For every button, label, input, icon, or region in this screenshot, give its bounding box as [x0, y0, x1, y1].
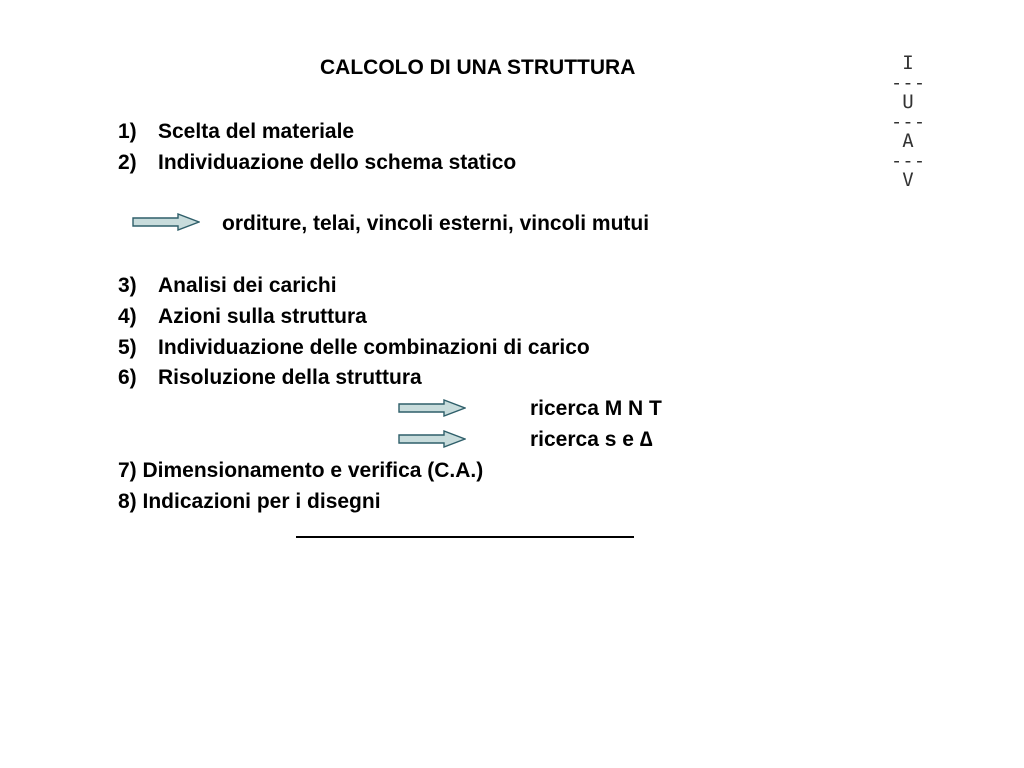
step-1-text: Scelta del materiale	[158, 120, 355, 143]
slide-title: CALCOLO DI UNA STRUTTURA	[320, 56, 636, 79]
step-4-text: Azioni sulla struttura	[158, 305, 367, 328]
step-2-text: Individuazione dello schema statico	[158, 151, 517, 174]
logo-separator: ---	[890, 149, 926, 172]
arrow-right-icon	[132, 213, 200, 231]
logo-letter-a: A	[902, 130, 914, 152]
arrow-right-icon	[398, 399, 466, 417]
arrow-right-icon	[398, 430, 466, 448]
step-7-text: 7) Dimensionamento e verifica (C.A.)	[118, 459, 484, 482]
logo-letter-v: V	[902, 169, 914, 191]
step-8-text: 8) Indicazioni per i disegni	[118, 490, 381, 513]
step-3-number: 3)	[118, 274, 137, 297]
logo-separator: ---	[890, 71, 926, 94]
step-2-number: 2)	[118, 151, 137, 174]
step-6-text: Risoluzione della struttura	[158, 366, 422, 389]
sub-result-delta: ricerca s e ∆	[530, 428, 653, 451]
logo-letter-u: U	[902, 91, 914, 113]
step-6-number: 6)	[118, 366, 137, 389]
step-3-text: Analisi dei carichi	[158, 274, 337, 297]
logo-separator: ---	[890, 110, 926, 133]
step-5-number: 5)	[118, 336, 137, 359]
step-5-text: Individuazione delle combinazioni di carico	[158, 336, 590, 359]
divider-rule	[296, 536, 634, 538]
iuav-logo	[888, 54, 928, 191]
logo-letter-i: I	[902, 52, 914, 74]
sub-result-mnt: ricerca M N T	[530, 397, 662, 420]
schema-note: orditure, telai, vincoli esterni, vincoli mutui	[222, 212, 650, 235]
step-1-number: 1)	[118, 120, 137, 143]
step-4-number: 4)	[118, 305, 137, 328]
